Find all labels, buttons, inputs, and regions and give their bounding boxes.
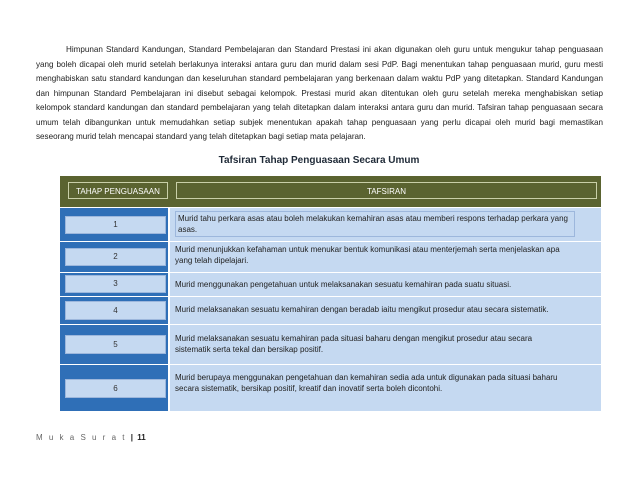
table-row [60, 325, 601, 364]
description-cell [170, 208, 601, 241]
level-cell [60, 365, 168, 411]
table-header [60, 176, 601, 207]
level-cell [60, 297, 168, 324]
page-footer [36, 433, 146, 442]
table-row [60, 242, 601, 272]
level-number: 6 [65, 379, 166, 398]
level-description: Murid tahu perkara asas atau boleh melakukan kemahiran asas atau memberi respons terhadap perkara yang asas. [175, 211, 575, 237]
level-number: 5 [65, 335, 166, 354]
level-description: Murid melaksanakan sesuatu kemahiran dengan beradab iaitu mengikut prosedur atau secara sistematik. [175, 305, 549, 314]
level-cell [60, 208, 168, 241]
description-cell [170, 242, 601, 272]
footer-separator: | [130, 433, 133, 442]
level-number: 3 [65, 275, 166, 293]
header-level: TAHAP PENGUASAAN [68, 182, 168, 199]
page-number: 11 [137, 433, 146, 442]
level-number: 1 [65, 216, 166, 234]
description-cell [170, 273, 601, 296]
level-cell [60, 325, 168, 364]
description-cell [170, 365, 601, 411]
level-description: Murid menunjukkan kefahaman untuk menukar bentuk komunikasi atau menterjemah serta menjelaskan apa yang telah dipelajari. [175, 245, 560, 265]
description-cell [170, 297, 601, 324]
header-description: TAFSIRAN [176, 182, 597, 199]
table-row [60, 297, 601, 324]
intro-paragraph [36, 43, 603, 145]
level-description: Murid menggunakan pengetahuan untuk melaksanakan sesuatu kemahiran pada suatu situasi. [175, 280, 512, 289]
intro-paragraph-text: Himpunan Standard Kandungan, Standard Pembelajaran dan Standard Prestasi ini akan digunakan oleh guru untuk mengukur tahap penguasaan yang boleh dicapai oleh murid setelah berlakunya interaksi antara guru dan murid dalam sesi PdP. Bagi menentukan tahap penguasaan murid, guru mesti menghabiskan satu standard kandungan dan keseluruhan standard pembelajaran yang berkenaan dalam waktu PdP yang ditetapkan. Standard Kandungan dan himpunan Standard Pembelajaran ini disebut sebagai kelompok. Prestasi murid akan ditentukan oleh guru setelah mereka menghabiskan setiap kelompok standard kandungan dan standard pembelajaran yang telah ditetapkan dalam interaksi antara guru dan murid. Tafsiran tahap penguasaan secara umum telah dibangunkan untuk memudahkan setiap subjek menentukan apakah tahap penguasaan yang perlu dicapai oleh murid bagi memastikan seseorang murid telah mencapai standard yang telah ditetapkan bagi setiap mata pelajaran. [36, 45, 603, 141]
level-cell [60, 242, 168, 272]
level-number: 2 [65, 248, 166, 266]
mastery-table [60, 176, 601, 426]
level-cell [60, 273, 168, 296]
level-description: Murid melaksanakan sesuatu kemahiran pada situasi baharu dengan mengikut prosedur atau secara sistematik serta tekal dan bersikap positif. [175, 334, 533, 354]
section-heading: Tafsiran Tahap Penguasaan Secara Umum [218, 155, 420, 166]
description-cell [170, 325, 601, 364]
level-description: Murid berupaya menggunakan pengetahuan dan kemahiran sedia ada untuk digunakan pada situasi baharu secara sistematik, bersikap positif, kreatif dan inovatif serta boleh dicontohi. [175, 373, 558, 393]
table-row [60, 273, 601, 296]
table-row [60, 208, 601, 241]
footer-label: M u k a S u r a t [36, 433, 127, 442]
level-number: 4 [65, 301, 166, 320]
table-row [60, 365, 601, 411]
